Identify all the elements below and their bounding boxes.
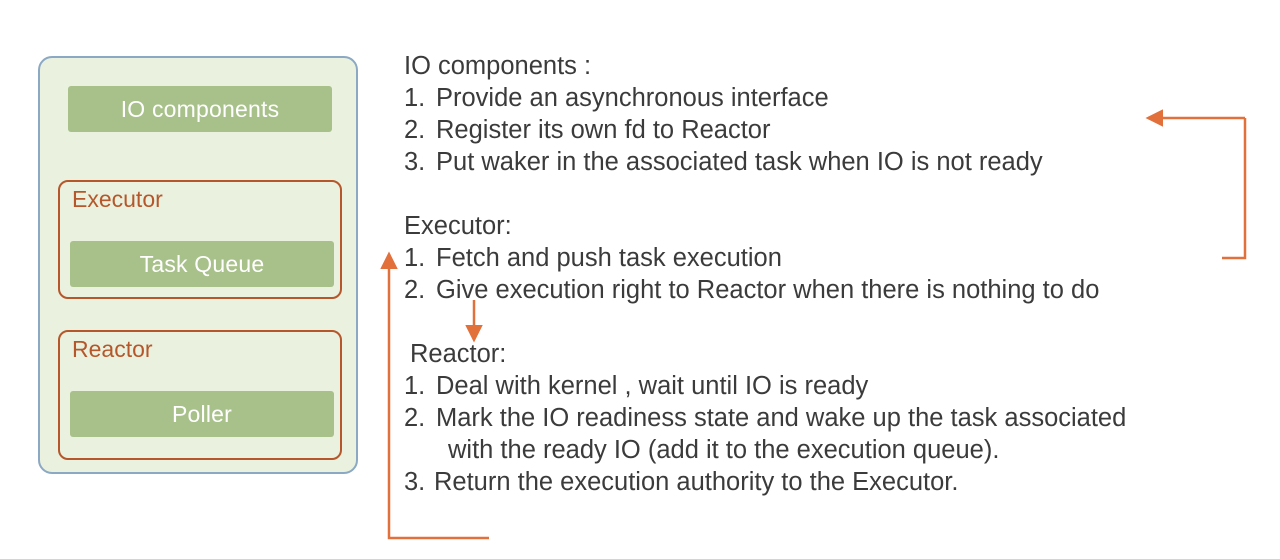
executor-item-2 [404,274,1244,306]
executor-label: Executor [72,186,163,212]
list-number: 1. [404,372,426,400]
list-number: 2. [404,276,426,304]
list-number: 2. [404,404,426,432]
list-number: 3. [404,468,426,496]
architecture-panel [38,56,358,474]
list-text: Register its own fd to Reactor [436,116,771,144]
list-number: 2. [404,116,426,144]
notes-panel [404,50,1244,498]
poller-block: Poller [70,391,334,437]
list-number: 3. [404,148,426,176]
reactor-item-2-continuation: with the ready IO (add it to the execution queue). [448,436,1000,464]
list-text: Deal with kernel , wait until IO is ready [436,372,869,400]
section-spacer [404,178,1244,210]
io-components-item-3 [404,146,1244,178]
list-text: Mark the IO readiness state and wake up the task associated [436,404,1127,432]
reactor-item-3 [404,466,1244,498]
list-text: Return the execution authority to the Executor. [434,468,959,496]
executor-item-1 [404,242,1244,274]
executor-heading: Executor: [404,212,512,240]
task-queue-block: Task Queue [70,241,334,287]
list-text: Put waker in the associated task when IO is not ready [436,148,1043,176]
list-text: Fetch and push task execution [436,244,782,272]
list-number: 1. [404,84,426,112]
reactor-heading: Reactor: [410,340,507,368]
io-components-item-1 [404,82,1244,114]
list-text: Give execution right to Reactor when there is nothing to do [436,276,1100,304]
io-components-block: IO components [68,86,332,132]
io-components-heading: IO components : [404,52,592,80]
reactor-item-2 [404,402,1244,434]
reactor-item-1 [404,370,1244,402]
io-components-item-2 [404,114,1244,146]
section-spacer [404,306,1244,338]
list-number: 1. [404,244,426,272]
list-text: Provide an asynchronous interface [436,84,829,112]
reactor-label: Reactor [72,336,153,362]
